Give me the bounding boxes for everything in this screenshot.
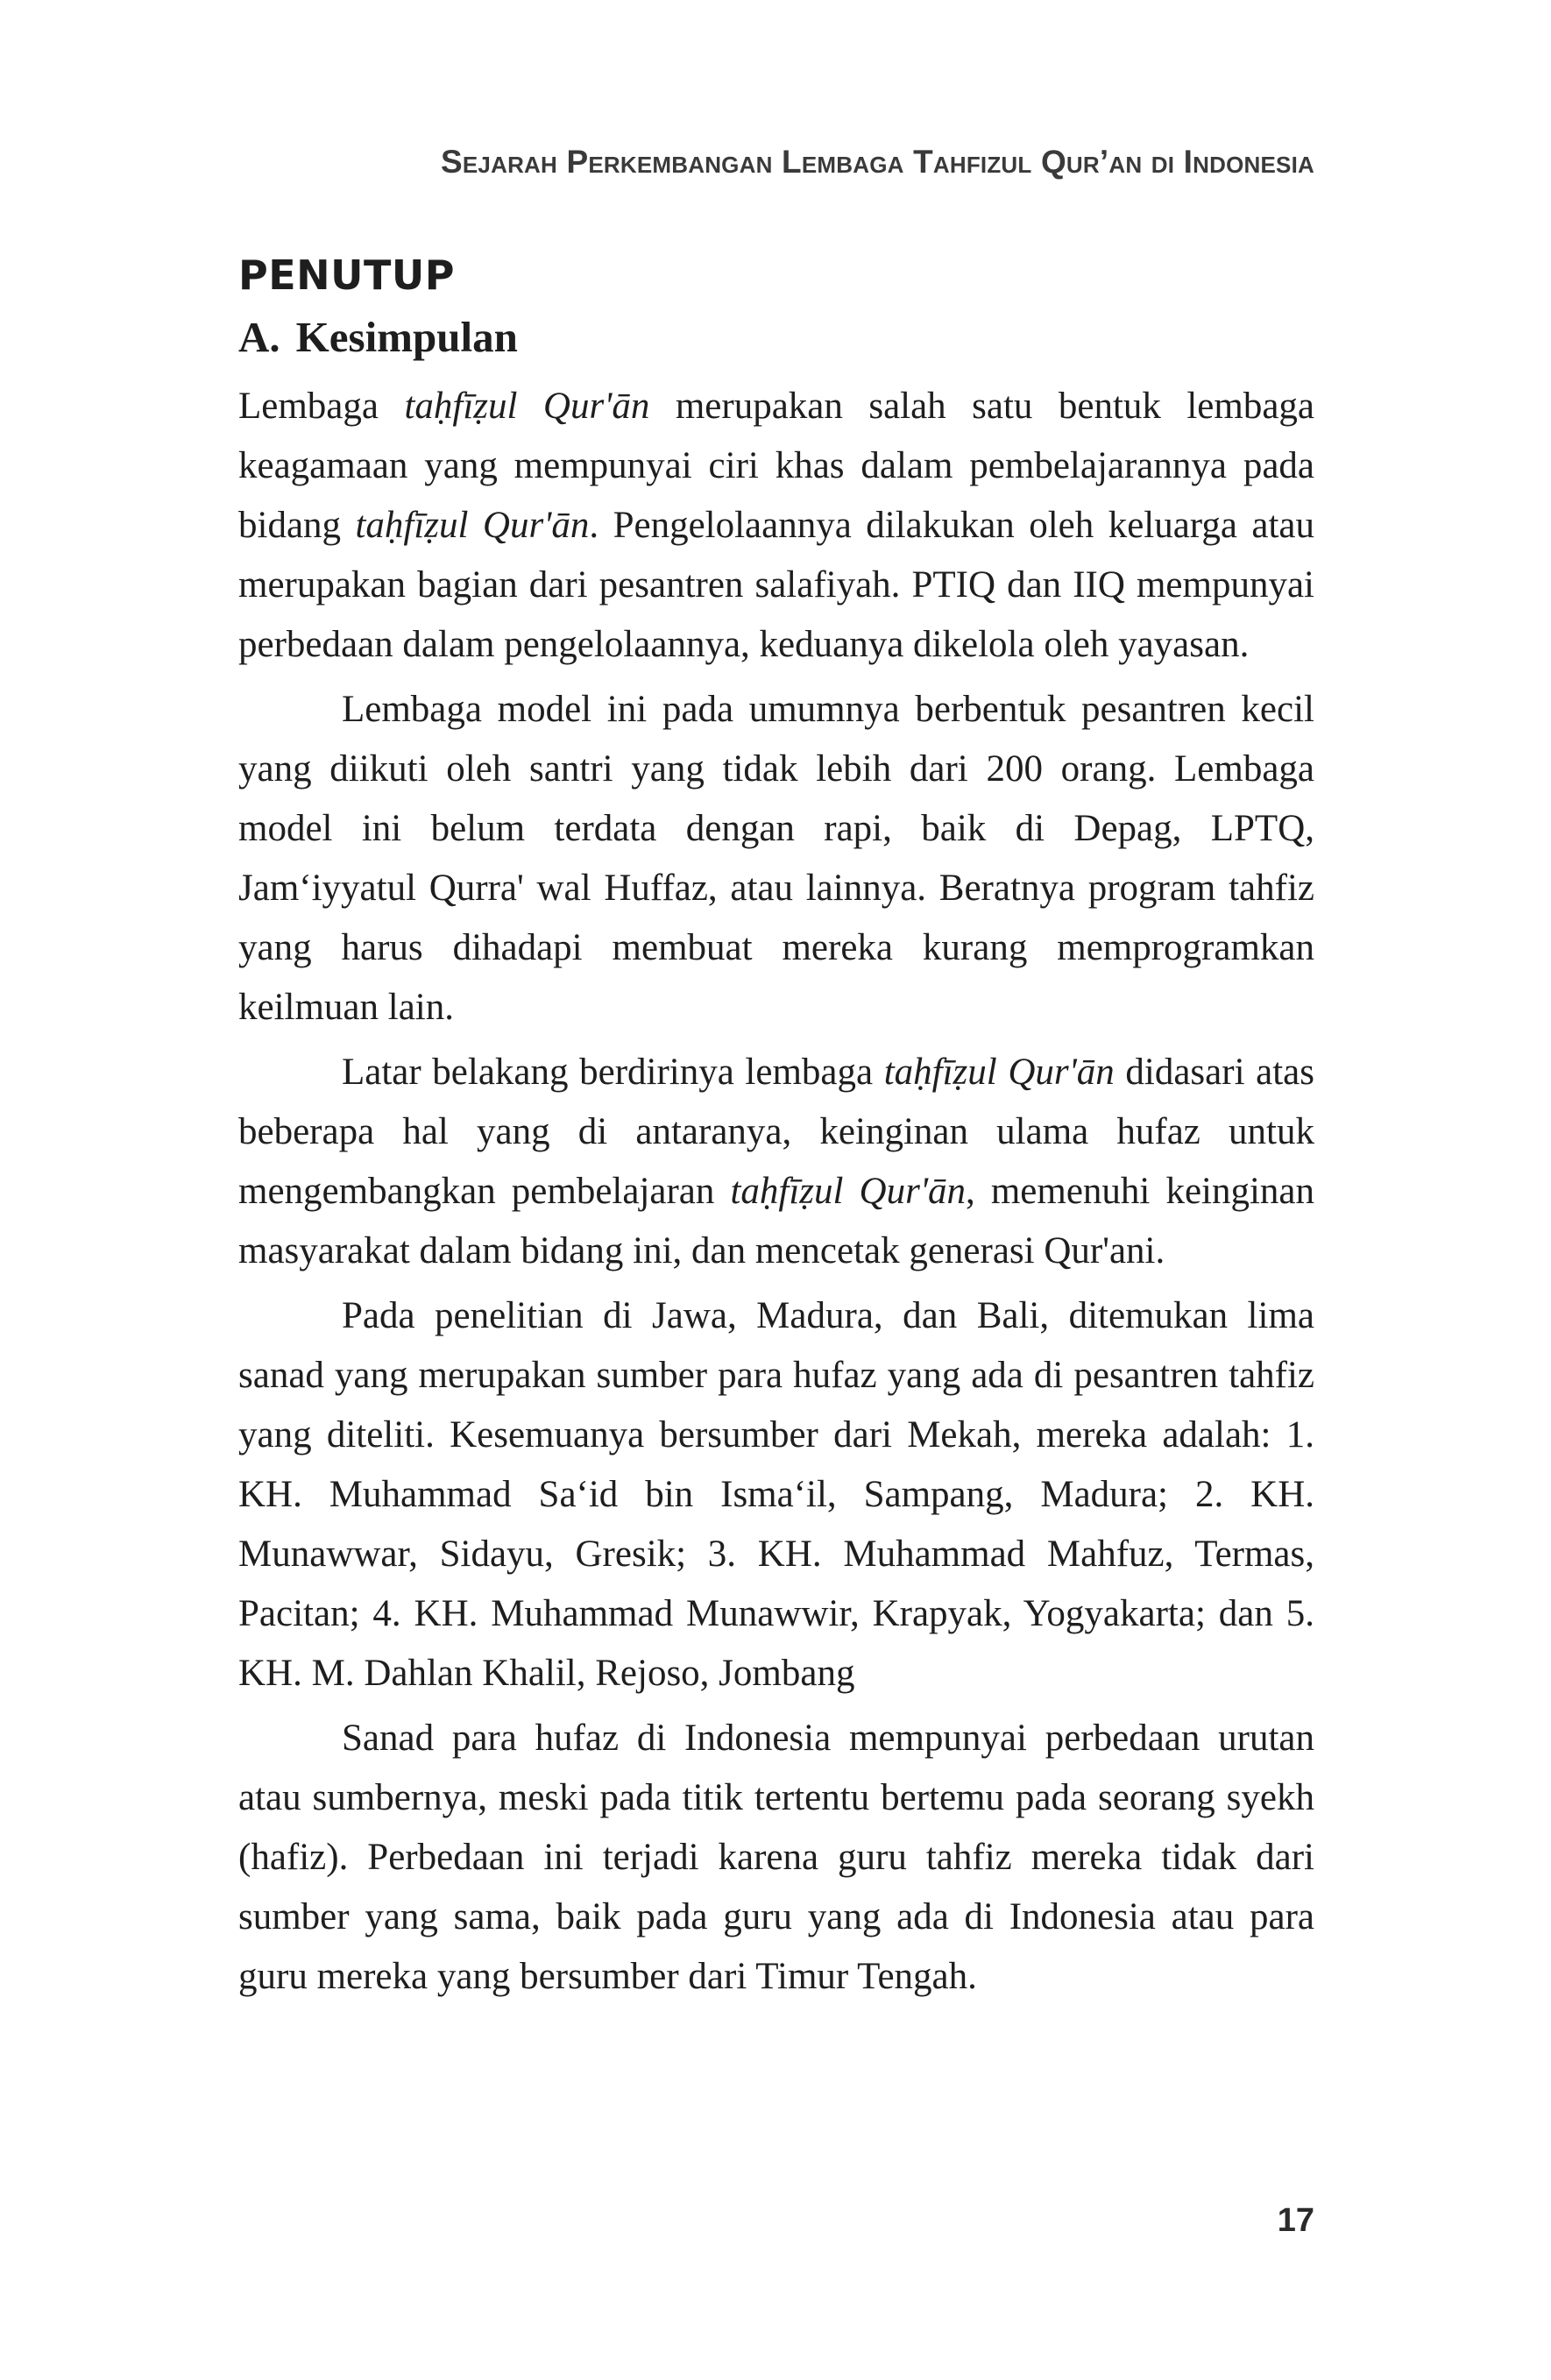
paragraph-5: Sanad para hufaz di Indonesia mempunyai perbedaan urutan atau sumbernya, meski pada titik tertentu bertemu pada seorang syekh (hafiz). Perbedaan ini terjadi karena guru tahfiz mereka tidak dari sumber yang sama, baik pada guru yang ada di Indonesia atau para guru mereka yang bersumber dari Timur Tengah.: [238, 1718, 1314, 1997]
body-text: [238, 377, 1314, 2012]
section-title: Kesimpulan: [295, 313, 518, 361]
paragraph-2: Lembaga model ini pada umumnya berbentuk pesantren kecil yang diikuti oleh santri yang tidak lebih dari 200 orang. Lembaga model ini belum terdata dengan rapi, baik di Depag, LPTQ, Jam‘iyyatul Qurra' wal Huffaz, atau lainnya. Beratnya program tahfiz yang harus dihadapi membuat mereka kurang memprogramkan keilmuan lain.: [238, 689, 1314, 1028]
paragraph-1-italic-2: taḥfīẓul Qur'ān: [355, 505, 590, 546]
paragraph-1: [238, 377, 1314, 675]
paragraph-4: Pada penelitian di Jawa, Madura, dan Bali, ditemukan lima sanad yang merupakan sumber para hufaz yang ada di pesantren tahfiz yang diteliti. Kesemuanya bersumber dari Mekah, mereka adalah: 1. KH. Muhammad Sa‘id bin Isma‘il, Sampang, Madura; 2. KH. Munawwar, Sidayu, Gresik; 3. KH. Muhammad Mahfuz, Termas, Pacitan; 4. KH. Muhammad Munawwir, Krapyak, Yogyakarta; dan 5. KH. M. Dahlan Khalil, Rejoso, Jombang: [238, 1295, 1314, 1694]
paragraph-3-text-1: Latar belakang berdirinya lembaga: [342, 1052, 884, 1093]
paragraph-3-italic-2: taḥfīẓul Qur'ān: [730, 1171, 967, 1212]
running-header: Sejarah Perkembangan Lembaga Tahfizul Qur’an di Indonesia: [441, 144, 1314, 180]
paragraph-3: [238, 1043, 1314, 1281]
paragraph-1-text-1: Lembaga: [238, 386, 405, 427]
section-heading: [238, 311, 518, 364]
paragraph-3-italic-1: taḥfīẓul Qur'ān: [883, 1052, 1115, 1093]
section-number: A.: [238, 313, 280, 361]
paragraph-1-text-3: . Pengelolaannya dilakukan oleh keluarga atau merupakan bagian dari pesantren salafiyah. PTIQ dan IIQ mempunyai perbedaan dalam pengelolaannya, keduanya dikelola oleh yayasan.: [238, 505, 1314, 665]
paragraph-3-text-2: didasari atas beberapa hal yang di antaranya, keinginan ulama hufaz untuk mengembangkan pembelajaran: [238, 1052, 1314, 1212]
paragraph-3-text-3: , memenuhi keinginan masyarakat dalam bidang ini, dan mencetak generasi Qur'ani.: [238, 1171, 1315, 1271]
paragraph-1-text-2: merupakan salah satu bentuk lembaga keagamaan yang mempunyai ciri khas dalam pembelajarannya pada bidang: [238, 386, 1314, 546]
page-number: 17: [1277, 2202, 1314, 2239]
paragraph-1-italic-1: taḥfīẓul Qur'ān: [404, 386, 650, 427]
chapter-title: PENUTUP: [238, 251, 455, 299]
